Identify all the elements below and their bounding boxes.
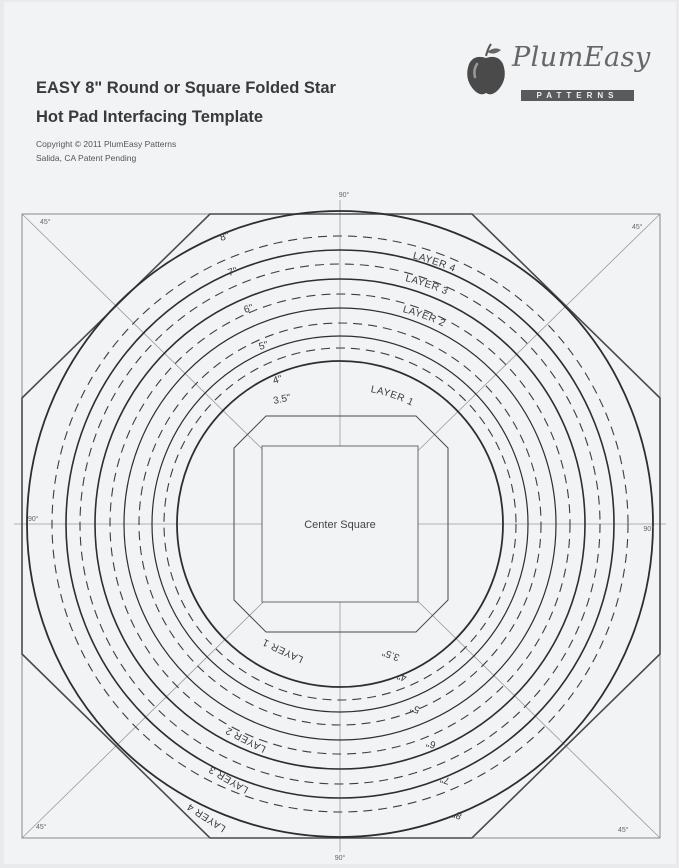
layer-labels-bottom xyxy=(185,636,305,834)
size-5-label-bottom: 5" xyxy=(409,701,422,716)
layer3-label-top: LAYER 3 xyxy=(404,273,450,298)
size-35-label-bottom: 3.5" xyxy=(381,646,402,663)
size-6-label-top: 6" xyxy=(242,302,255,316)
layer1-label-bottom: LAYER 1 xyxy=(260,636,306,665)
logo-tagline: PATTERNS xyxy=(521,90,634,101)
size-35-label-top: 3.5" xyxy=(272,392,292,407)
angle-top-label: 90° xyxy=(338,192,350,199)
angle-left-label: 90° xyxy=(28,516,39,523)
layer2-label-top: LAYER 2 xyxy=(401,304,447,330)
angle-bottom-label: 90° xyxy=(334,855,346,862)
size-7-label-top: 7" xyxy=(226,265,239,279)
size-4-label-top: 4" xyxy=(271,373,284,387)
corner-br-label: 45° xyxy=(618,827,629,834)
size-8-label-bottom: 8" xyxy=(451,807,464,822)
layer4-label-top: LAYER 4 xyxy=(411,250,458,275)
layer-labels-top xyxy=(370,251,457,409)
size-8-label-top: 8" xyxy=(218,230,231,244)
size-7-label-bottom: 7" xyxy=(439,772,452,787)
layer3-label-bottom: LAYER 3 xyxy=(206,763,251,795)
corner-bl-label: 45° xyxy=(36,824,47,831)
location-text: Salida, CA Patent Pending xyxy=(36,153,137,163)
corner-tr-label: 45° xyxy=(632,224,643,231)
copyright-text: Copyright © 2011 PlumEasy Patterns xyxy=(36,139,177,149)
size-6-label-bottom: 6" xyxy=(425,736,438,751)
center-square-label: Center Square xyxy=(304,519,376,531)
layer4-label-bottom: LAYER 4 xyxy=(185,800,229,834)
logo-name: PlumEasy xyxy=(512,42,651,73)
corner-tl-label: 45° xyxy=(40,219,51,226)
size-4-label-bottom: 4" xyxy=(396,669,409,684)
page-subtitle: Hot Pad Interfacing Template xyxy=(36,108,264,126)
page-title: EASY 8" Round or Square Folded Star xyxy=(36,79,336,97)
size-5-label-top: 5" xyxy=(257,339,270,353)
layer2-label-bottom: LAYER 2 xyxy=(223,724,268,755)
layer1-label-top: LAYER 1 xyxy=(369,384,416,409)
angle-right-label: 90° xyxy=(643,526,654,533)
